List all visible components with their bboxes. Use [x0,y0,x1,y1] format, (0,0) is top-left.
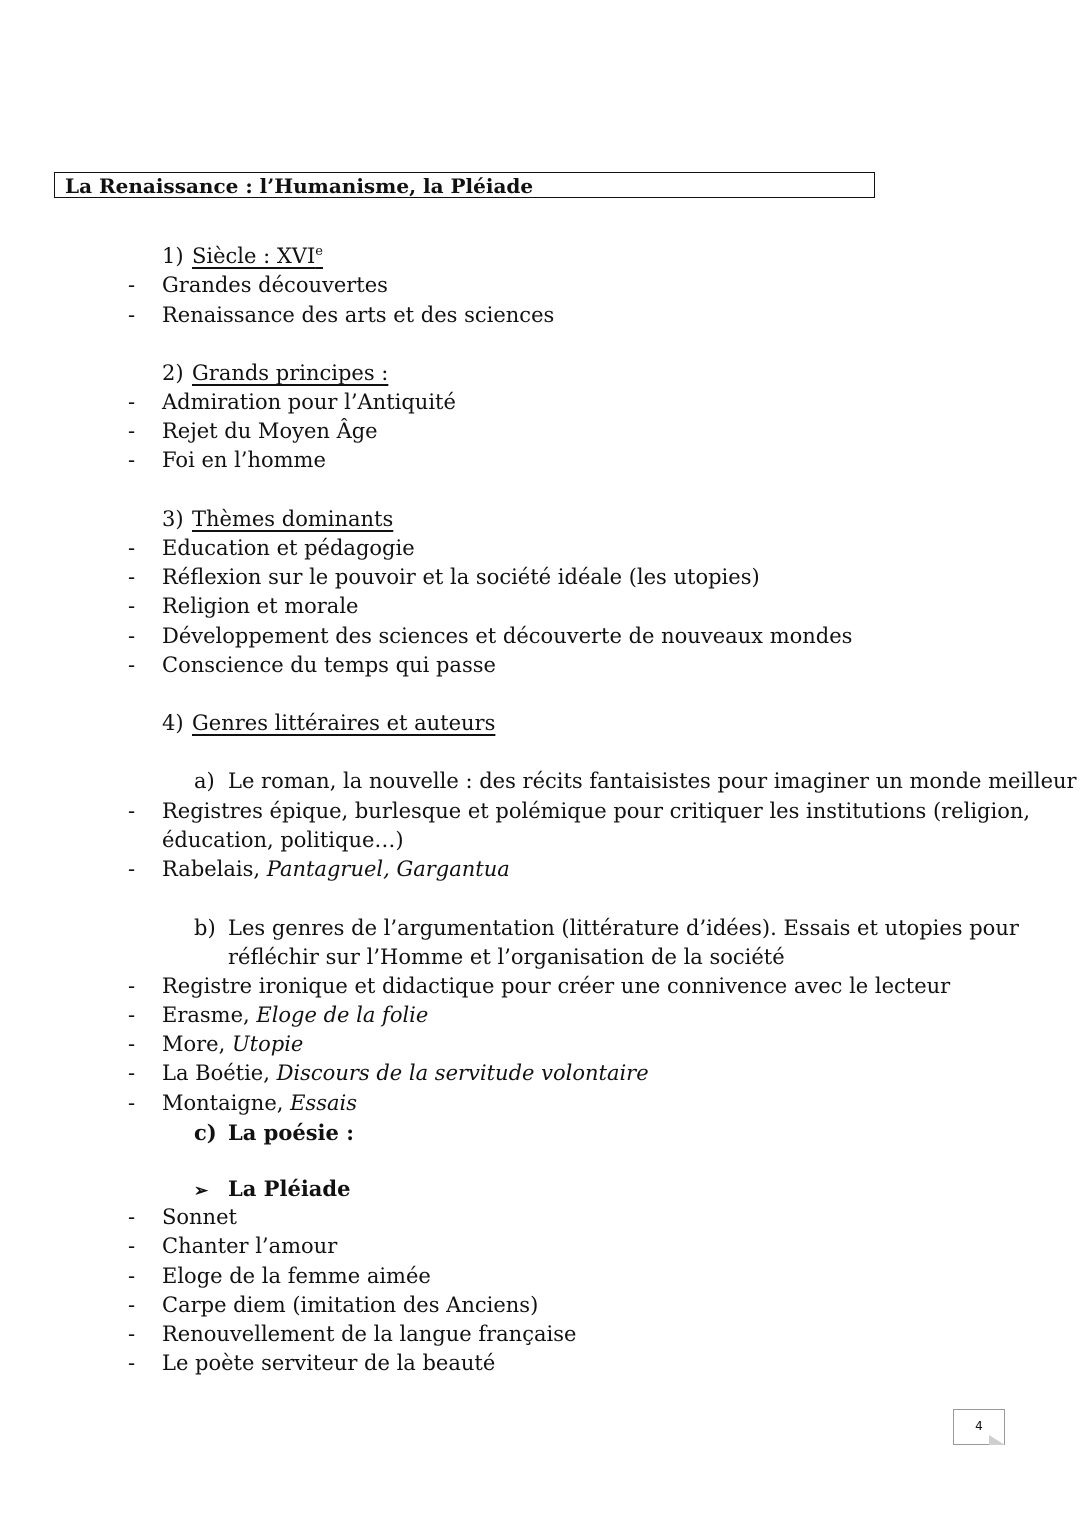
list-item: Carpe diem (imitation des Anciens) [162,1293,539,1317]
bullet-dash: - [128,1293,136,1317]
subsection-heading-a [194,767,1077,796]
subsection-heading-continuation: réfléchir sur l’Homme et l’organisation de la société [228,945,785,969]
list-item-continuation: éducation, politique…) [162,828,404,852]
section-heading-text: Grands principes : [192,361,389,385]
subsection-heading-text: La poésie : [228,1120,354,1145]
subsection-number: b) [194,916,216,940]
section-heading-1 [162,242,323,271]
bullet-dash: - [128,419,136,443]
author-name: La Boétie, [162,1061,277,1085]
list-item: Chanter l’amour [162,1234,338,1258]
bullet-dash: - [128,390,136,414]
pleiade-heading [194,1174,350,1206]
bullet-dash: - [128,536,136,560]
page-number-box [953,1409,1005,1445]
section-heading-4 [162,709,495,738]
bullet-dash: - [128,1234,136,1258]
list-item: Eloge de la femme aimée [162,1264,431,1288]
bullet-dash: - [128,653,136,677]
author-name: More, [162,1032,232,1056]
list-item: Grandes découvertes [162,273,388,297]
work-title: Discours de la servitude volontaire [276,1061,649,1085]
list-item: Religion et morale [162,594,359,618]
page-curl-icon [989,1435,1005,1445]
bullet-dash: - [128,1322,136,1346]
section-number: 1) [162,244,184,268]
work-title: Pantagruel, Gargantua [266,857,510,881]
superscript: e [315,244,323,259]
bullet-dash: - [128,273,136,297]
list-item: Réflexion sur le pouvoir et la société idéale (les utopies) [162,565,760,589]
bullet-dash: - [128,1003,136,1027]
page-number: 4 [975,1419,983,1433]
work-title: Utopie [231,1032,304,1056]
section-heading-2 [162,359,388,388]
list-item: Admiration pour l’Antiquité [162,390,456,414]
list-item: Foi en l’homme [162,448,326,472]
bullet-dash: - [128,624,136,648]
section-heading-text: Genres littéraires et auteurs [192,711,496,735]
author-name: Erasme, [162,1003,257,1027]
bullet-dash: - [128,1205,136,1229]
list-item-author [162,1059,649,1088]
list-item-author [162,855,510,884]
section-heading-text: Thèmes dominants [192,507,394,531]
list-item: Renaissance des arts et des sciences [162,303,555,327]
section-number: 3) [162,507,184,531]
author-name: Rabelais, [162,857,267,881]
bullet-dash: - [128,303,136,327]
section-heading-label: Siècle : XVI [192,244,316,268]
section-number: 2) [162,361,184,385]
author-name: Montaigne, [162,1091,291,1115]
pleiade-heading-text: La Pléiade [228,1176,351,1201]
subsection-number: a) [194,769,215,793]
list-item: Registres épique, burlesque et polémique pour critiquer les institutions (religion, [162,799,1031,823]
list-item: Conscience du temps qui passe [162,653,496,677]
bullet-dash: - [128,594,136,618]
list-item: Registre ironique et didactique pour créer une connivence avec le lecteur [162,974,951,998]
bullet-dash: - [128,565,136,589]
list-item-author [162,1001,428,1030]
list-item: Le poète serviteur de la beauté [162,1351,496,1375]
arrow-bullet-icon: ➢ [194,1181,209,1201]
subsection-heading-c [194,1118,354,1147]
bullet-dash: - [128,857,136,881]
title-box [54,172,875,198]
bullet-dash: - [128,1091,136,1115]
subsection-heading-text: Les genres de l’argumentation (littérature d’idées). Essais et utopies pour [228,916,1019,940]
section-number: 4) [162,711,184,735]
list-item: Développement des sciences et découverte de nouveaux mondes [162,624,853,648]
list-item-author [162,1089,357,1118]
bullet-dash: - [128,1032,136,1056]
list-item: Sonnet [162,1205,237,1229]
bullet-dash: - [128,974,136,998]
bullet-dash: - [128,1061,136,1085]
bullet-dash: - [128,448,136,472]
subsection-heading-text: Le roman, la nouvelle : des récits fantaisistes pour imaginer un monde meilleur [228,769,1077,793]
document-title: La Renaissance : l’Humanisme, la Pléiade [65,174,534,198]
subsection-heading-b [194,914,1019,943]
work-title: Essais [290,1091,357,1115]
work-title: Eloge de la folie [256,1003,429,1027]
bullet-dash: - [128,799,136,823]
section-heading-3 [162,505,393,534]
list-item: Rejet du Moyen Âge [162,419,378,443]
bullet-dash: - [128,1351,136,1375]
section-heading-text [192,244,323,268]
bullet-dash: - [128,1264,136,1288]
list-item: Renouvellement de la langue française [162,1322,577,1346]
subsection-number: c) [194,1120,217,1145]
list-item: Education et pédagogie [162,536,415,560]
list-item-author [162,1030,303,1059]
